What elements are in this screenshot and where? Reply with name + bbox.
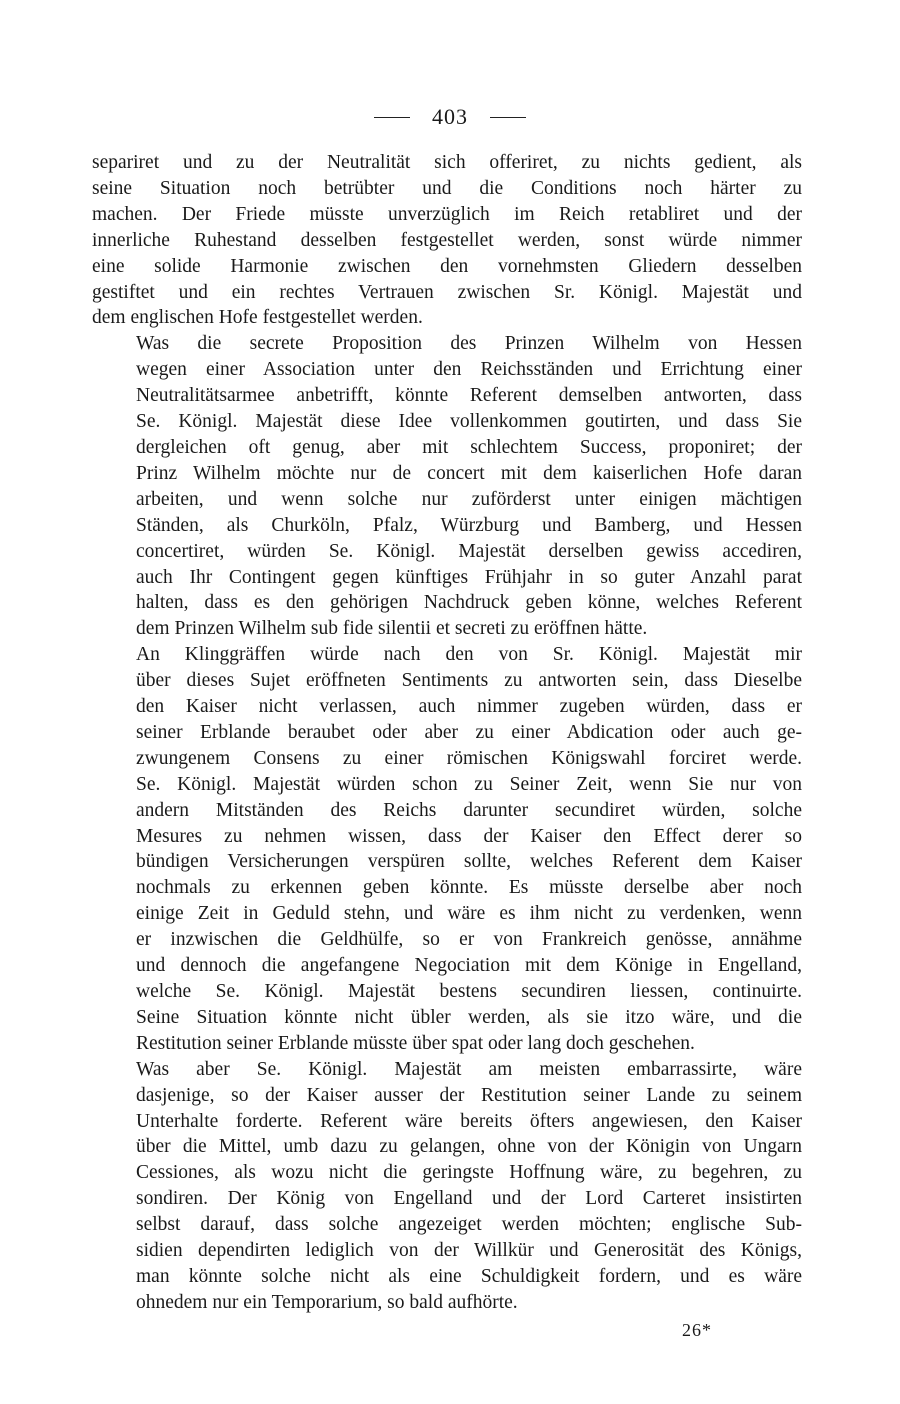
page-number: 403 bbox=[432, 104, 468, 129]
page-header bbox=[0, 104, 900, 130]
text-line: wegen einer Association unter den Reichsständen und Errichtung einer bbox=[136, 359, 802, 381]
text-line: ohnedem nur ein Temporarium, so bald aufhörte. bbox=[136, 1291, 518, 1313]
text-line: seiner Erblande beraubet oder aber zu einer Abdication oder auch ge- bbox=[136, 721, 802, 743]
text-line: Se. Königl. Majestät würden schon zu Seiner Zeit, wenn Sie nur von bbox=[136, 773, 802, 795]
body-text bbox=[92, 150, 802, 1316]
text-line: Restitution seiner Erblande müsste über spat oder lang doch geschehen. bbox=[136, 1032, 695, 1054]
text-line: dem Prinzen Wilhelm sub fide silentii et secreti zu eröffnen hätte. bbox=[136, 618, 648, 640]
paragraph bbox=[92, 642, 802, 1057]
text-line: über dieses Sujet eröffneten Sentiments zu antworten sein, dass Dieselbe bbox=[136, 670, 802, 692]
text-line: bündigen Versicherungen verspüren sollte, welches Referent dem Kaiser bbox=[136, 851, 802, 873]
text-line: er inzwischen die Geldhülfe, so er von Frankreich genösse, annähme bbox=[136, 929, 802, 951]
text-line: über die Mittel, umb dazu zu gelangen, ohne von der Königin von Ungarn bbox=[136, 1136, 802, 1158]
text-line: auch Ihr Contingent gegen künftiges Frühjahr in so guter Anzahl parat bbox=[136, 566, 802, 588]
text-line: Prinz Wilhelm möchte nur de concert mit dem kaiserlichen Hofe daran bbox=[136, 462, 802, 484]
signature-mark: 26* bbox=[682, 1320, 712, 1340]
paragraph bbox=[92, 1057, 802, 1316]
text-line: halten, dass es den gehörigen Nachdruck geben könne, welches Referent bbox=[136, 592, 802, 614]
text-line: dem englischen Hofe festgestellet werden. bbox=[92, 307, 423, 329]
text-line: dergleichen oft genug, aber mit schlechtem Success, proponiret; der bbox=[136, 436, 802, 458]
text-line: Was die secrete Proposition des Prinzen Wilhelm von Hessen bbox=[136, 333, 802, 355]
text-line: zwungenem Consens zu einer römischen Königswahl forciret werde. bbox=[136, 747, 802, 769]
text-line: sondiren. Der König von Engelland und der Lord Carteret insistirten bbox=[136, 1188, 802, 1210]
text-line: Mesures zu nehmen wissen, dass der Kaiser den Effect derer so bbox=[136, 825, 802, 847]
text-line: andern Mitständen des Reichs darunter secundiret würden, solche bbox=[136, 799, 802, 821]
text-line: selbst darauf, dass solche angezeiget werden möchten; englische Sub- bbox=[136, 1214, 802, 1236]
text-line: Cessiones, als wozu nicht die geringste Hoffnung wäre, zu begehren, zu bbox=[136, 1162, 802, 1184]
paragraph bbox=[92, 150, 802, 331]
text-line: innerliche Ruhestand desselben festgestellet werden, sonst würde nimmer bbox=[92, 229, 802, 251]
paragraph bbox=[92, 331, 802, 642]
text-line: dasjenige, so der Kaiser ausser der Restitution seiner Lande zu seinem bbox=[136, 1084, 802, 1106]
text-line: eine solide Harmonie zwischen den vornehmsten Gliedern desselben bbox=[92, 255, 802, 277]
text-line: Neutralitätsarmee anbetrifft, könnte Referent demselben antworten, dass bbox=[136, 385, 802, 407]
text-line: man könnte solche nicht als eine Schuldigkeit fordern, und es wäre bbox=[136, 1265, 802, 1287]
header-rule-right bbox=[490, 117, 526, 118]
text-line: Ständen, als Churköln, Pfalz, Würzburg und Bamberg, und Hessen bbox=[136, 514, 802, 536]
text-line: und dennoch die angefangene Negociation mit dem Könige in Engelland, bbox=[136, 955, 802, 977]
header-rule-left bbox=[374, 117, 410, 118]
text-line: arbeiten, und wenn solche nur zuförderst unter einigen mächtigen bbox=[136, 488, 802, 510]
text-line: An Klinggräffen würde nach den von Sr. Königl. Majestät mir bbox=[136, 644, 802, 666]
text-line: sidien dependirten lediglich von der Willkür und Generosität des Königs, bbox=[136, 1240, 802, 1262]
text-line: gestiftet und ein rechtes Vertrauen zwischen Sr. Königl. Majestät und bbox=[92, 281, 802, 303]
text-line: Se. Königl. Majestät diese Idee vollenkommen goutirten, und dass Sie bbox=[136, 411, 802, 433]
text-line: machen. Der Friede müsste unverzüglich im Reich retabliret und der bbox=[92, 203, 802, 225]
text-line: seine Situation noch betrübter und die Conditions noch härter zu bbox=[92, 177, 802, 199]
text-line: welche Se. Königl. Majestät bestens secundiren liessen, continuirte. bbox=[136, 981, 802, 1002]
text-line: Was aber Se. Königl. Majestät am meisten embarrassirte, wäre bbox=[136, 1058, 802, 1080]
text-line: Unterhalte forderte. Referent wäre bereits öfters angewiesen, den Kaiser bbox=[136, 1110, 802, 1132]
text-line: nochmals zu erkennen geben könnte. Es müsste derselbe aber noch bbox=[136, 877, 802, 899]
text-line: concertiret, würden Se. Königl. Majestät derselben gewiss accediren, bbox=[136, 540, 802, 562]
text-line: den Kaiser nicht verlassen, auch nimmer zugeben würden, dass er bbox=[136, 696, 802, 718]
text-line: Seine Situation könnte nicht übler werden, als sie itzo wäre, und die bbox=[136, 1006, 802, 1028]
text-line: separiret und zu der Neutralität sich offeriret, zu nichts gedient, als bbox=[92, 152, 802, 173]
text-line: einige Zeit in Geduld stehn, und wäre es ihm nicht zu verdenken, wenn bbox=[136, 903, 802, 925]
